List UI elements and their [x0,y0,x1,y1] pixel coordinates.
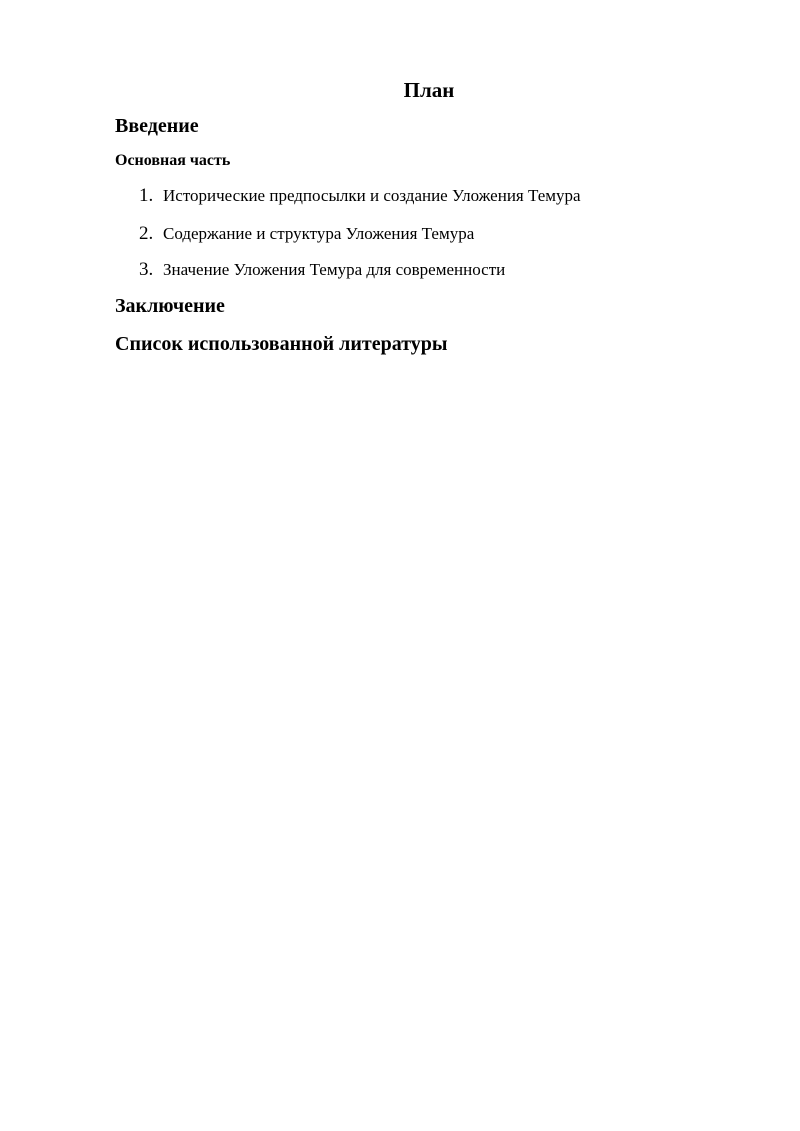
toc-item-1 [139,183,581,209]
toc-item-text: Содержание и структура Уложения Темура [163,224,475,243]
introduction-heading: Введение [115,115,199,137]
toc-item-3 [139,257,505,283]
references-heading: Список использованной литературы [115,333,448,355]
conclusion-heading: Заключение [115,295,225,317]
toc-item-2 [139,221,474,247]
main-part-heading: Основная часть [115,152,231,169]
toc-item-text: Исторические предпосылки и создание Уложения Темура [163,186,581,205]
page-title: План [403,78,455,102]
toc-item-number: 1. [139,185,154,206]
toc-item-text: Значение Уложения Темура для современности [163,260,506,279]
toc-item-number: 3. [139,259,154,280]
toc-item-number: 2. [139,223,154,244]
